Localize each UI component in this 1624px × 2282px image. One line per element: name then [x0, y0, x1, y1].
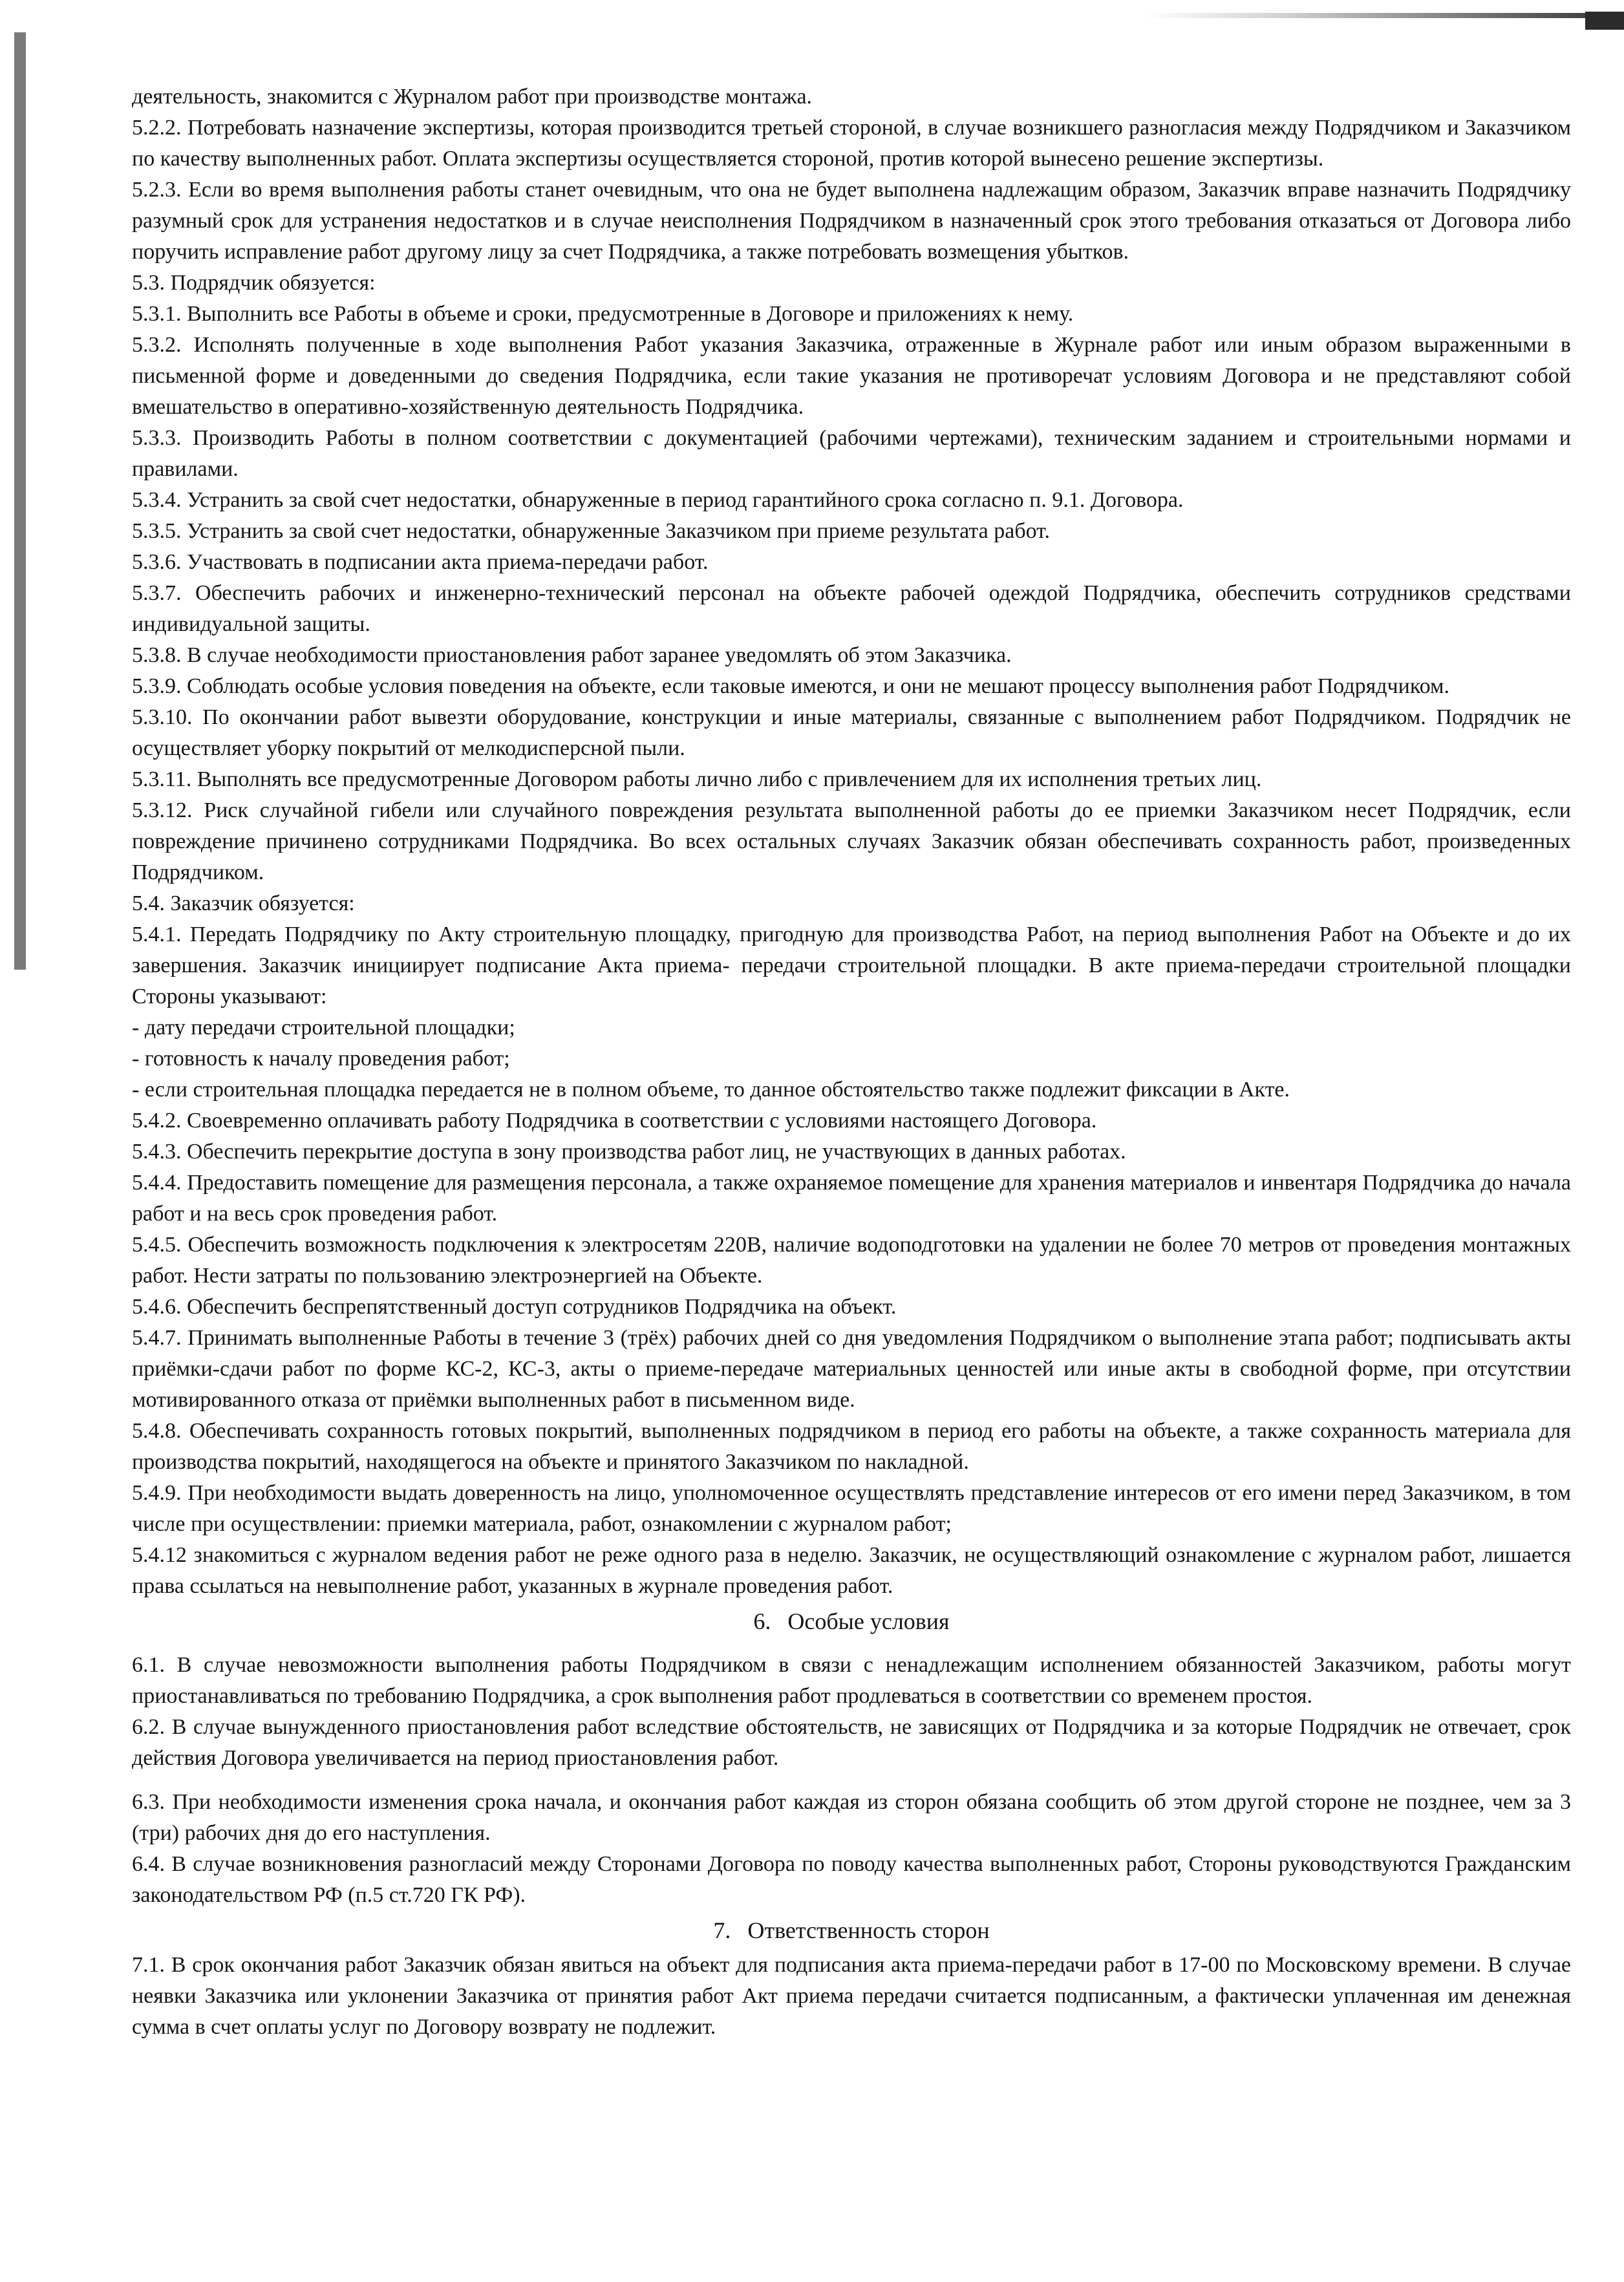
scan-left-edge-shadow	[14, 32, 26, 970]
clause-7-1: 7.1. В срок окончания работ Заказчик обязан явиться на объект для подписания акта приема-передачи работ в 17-00 по Московскому времени. В случае неявки Заказчика или уклонении Заказчика от принятия работ Акт приема передачи считается подписанным, а фактически уплаченная им денежная сумма в счет оплаты услуг по Договору возврату не подлежит.	[132, 1953, 1571, 2039]
list-item: - дату передачи строительной площадки;	[132, 1016, 515, 1040]
clause-5-4-2: 5.4.2. Своевременно оплачивать работу Подрядчика в соответствии с условиями настоящего Договора.	[132, 1109, 1097, 1133]
clause-5-4-12: 5.4.12 знакомиться с журналом ведения работ не реже одного раза в неделю. Заказчик, не осуществляющий ознакомление с журналом работ, лишается права ссылаться на невыполнение работ, указанных в журнале проведения работ.	[132, 1543, 1571, 1598]
clause-5-4-4: 5.4.4. Предоставить помещение для размещения персонала, а также охраняемое помещение для хранения материалов и инвентаря Подрядчика до начала работ и на весь срок проведения работ.	[132, 1171, 1571, 1226]
clause-5-3-2: 5.3.2. Исполнять полученные в ходе выполнения Работ указания Заказчика, отраженные в Журнале работ или иным образом выраженными в письменной форме и доведенными до сведения Подрядчика, если такие указания не противоречат условиям Договора и не представляют собой вмешательство в оперативно-хозяйственную деятельность Подрядчика.	[132, 333, 1571, 419]
section-6-title: Особые условия	[787, 1608, 950, 1634]
clause-5-3-3: 5.3.3. Производить Работы в полном соответствии с документацией (рабочими чертежами), техническим заданием и строительными нормами и правилами.	[132, 426, 1571, 481]
clause-5-4-7: 5.4.7. Принимать выполненные Работы в течение 3 (трёх) рабочих дней со дня уведомления Подрядчиком о выполнение этапа работ; подписывать акты приёмки-сдачи работ по форме КС-2, КС-3, акты о приеме-передаче материальных ценностей или иные акты в свободной форме, при отсутствии мотивированного отказа от приёмки выполненных работ в письменном виде.	[132, 1326, 1571, 1412]
clause-5-4-6: 5.4.6. Обеспечить беспрепятственный доступ сотрудников Подрядчика на объект.	[132, 1295, 897, 1319]
clause-5-2-3: 5.2.3. Если во время выполнения работы станет очевидным, что она не будет выполнена надлежащим образом, Заказчик вправе назначить Подрядчику разумный срок для устранения недостатков и в случае неисполнения Подрядчиком в назначенный срок этого требования отказаться от Договора либо поручить исправление работ другому лицу за счет Подрядчика, а также потребовать возмещения убытков.	[132, 178, 1571, 264]
clause-6-1: 6.1. В случае невозможности выполнения работы Подрядчиком в связи с ненадлежащим исполнением обязанностей Заказчиком, работы могут приостанавливаться по требованию Подрядчика, а срок выполнения работ продлеваться в соответствии со временем простоя.	[132, 1653, 1571, 1708]
list-item: - готовность к началу проведения работ;	[132, 1047, 510, 1071]
clause-5-3-1: 5.3.1. Выполнить все Работы в объеме и сроки, предусмотренные в Договоре и приложениях к нему.	[132, 302, 1074, 326]
scan-top-edge-shadow	[1146, 13, 1624, 18]
clause-5-4-5: 5.4.5. Обеспечить возможность подключения к электросетям 220В, наличие водоподготовки на удалении не более 70 метров от проведения монтажных работ. Нести затраты по пользованию электроэнергией на Объекте.	[132, 1233, 1571, 1288]
clause-5-3-10: 5.3.10. По окончании работ вывезти оборудование, конструкции и иные материалы, связанные с выполнением работ Подрядчиком. Подрядчик не осуществляет уборку покрытий от мелкодисперсной пыли.	[132, 705, 1571, 760]
scan-top-corner-mark	[1585, 12, 1624, 30]
clause-5-4-9: 5.4.9. При необходимости выдать доверенность на лицо, уполномоченное осуществлять представление интересов от его имени перед Заказчиком, в том числе при осуществлении: приемки материала, работ, ознакомлении с журналом работ;	[132, 1481, 1571, 1536]
clause-5-4-1: 5.4.1. Передать Подрядчику по Акту строительную площадку, пригодную для производства Работ, на период выполнения Работ на Объекте и до их завершения. Заказчик инициирует подписание Акта приема- передачи строительной площадки. В акте приема-передачи строительной площадки Стороны указывают:	[132, 922, 1571, 1008]
section-7-title: Ответственность сторон	[747, 1917, 990, 1943]
section-7-number: 7.	[713, 1917, 731, 1943]
list-item: - если строительная площадка передается не в полном объеме, то данное обстоятельство также подлежит фиксации в Акте.	[132, 1078, 1290, 1102]
paragraph: деятельность, знакомится с Журналом работ при производстве монтажа.	[132, 85, 813, 109]
clause-5-4-8: 5.4.8. Обеспечивать сохранность готовых покрытий, выполненных подрядчиком в период его работы на объекте, а также сохранность материала для производства покрытий, находящегося на объекте и принятого Заказчиком по накладной.	[132, 1419, 1571, 1474]
clause-5-3-11: 5.3.11. Выполнять все предусмотренные Договором работы лично либо с привлечением для их исполнения третьих лиц.	[132, 767, 1262, 791]
section-6-heading	[132, 1606, 1571, 1637]
clause-6-2: 6.2. В случае вынужденного приостановления работ вследствие обстоятельств, не зависящих от Подрядчика и за которые Подрядчик не отвечает, срок действия Договора увеличивается на период приостановления работ.	[132, 1715, 1571, 1770]
clause-5-2-2: 5.2.2. Потребовать назначение экспертизы, которая производится третьей стороной, в случае возникшего разногласия между Подрядчиком и Заказчиком по качеству выполненных работ. Оплата экспертизы осуществляется стороной, против которой вынесено решение экспертизы.	[132, 116, 1571, 171]
clause-5-3-7: 5.3.7. Обеспечить рабочих и инженерно-технический персонал на объекте рабочей одеждой Подрядчика, обеспечить сотрудников средствами индивидуальной защиты.	[132, 581, 1571, 636]
clause-5-3-6: 5.3.6. Участвовать в подписании акта приема-передачи работ.	[132, 550, 709, 574]
clause-6-4: 6.4. В случае возникновения разногласий между Сторонами Договора по поводу качества выполненных работ, Стороны руководствуются Гражданским законодательством РФ (п.5 ст.720 ГК РФ).	[132, 1852, 1571, 1907]
clause-5-4-3: 5.4.3. Обеспечить перекрытие доступа в зону производства работ лиц, не участвующих в данных работах.	[132, 1140, 1126, 1164]
document-page	[132, 81, 1571, 2043]
clause-5-4: 5.4. Заказчик обязуется:	[132, 891, 355, 915]
section-7-heading	[132, 1915, 1571, 1946]
clause-5-3: 5.3. Подрядчик обязуется:	[132, 271, 376, 295]
clause-6-3: 6.3. При необходимости изменения срока начала, и окончания работ каждая из сторон обязана сообщить об этом другой стороне не позднее, чем за 3 (три) рабочих дня до его наступления.	[132, 1790, 1571, 1845]
clause-5-3-12: 5.3.12. Риск случайной гибели или случайного повреждения результата выполненной работы до ее приемки Заказчиком несет Подрядчик, если повреждение причинено сотрудниками Подрядчика. Во всех остальных случаях Заказчик обязан обеспечивать сохранность работ, произведенных Подрядчиком.	[132, 798, 1571, 884]
section-6-number: 6.	[753, 1608, 771, 1634]
clause-5-3-5: 5.3.5. Устранить за свой счет недостатки, обнаруженные Заказчиком при приеме результата работ.	[132, 519, 1050, 543]
clause-5-3-8: 5.3.8. В случае необходимости приостановления работ заранее уведомлять об этом Заказчика.	[132, 643, 1012, 667]
clause-5-3-4: 5.3.4. Устранить за свой счет недостатки, обнаруженные в период гарантийного срока согласно п. 9.1. Договора.	[132, 488, 1184, 512]
clause-5-3-9: 5.3.9. Соблюдать особые условия поведения на объекте, если таковые имеются, и они не мешают процессу выполнения работ Подрядчиком.	[132, 674, 1450, 698]
